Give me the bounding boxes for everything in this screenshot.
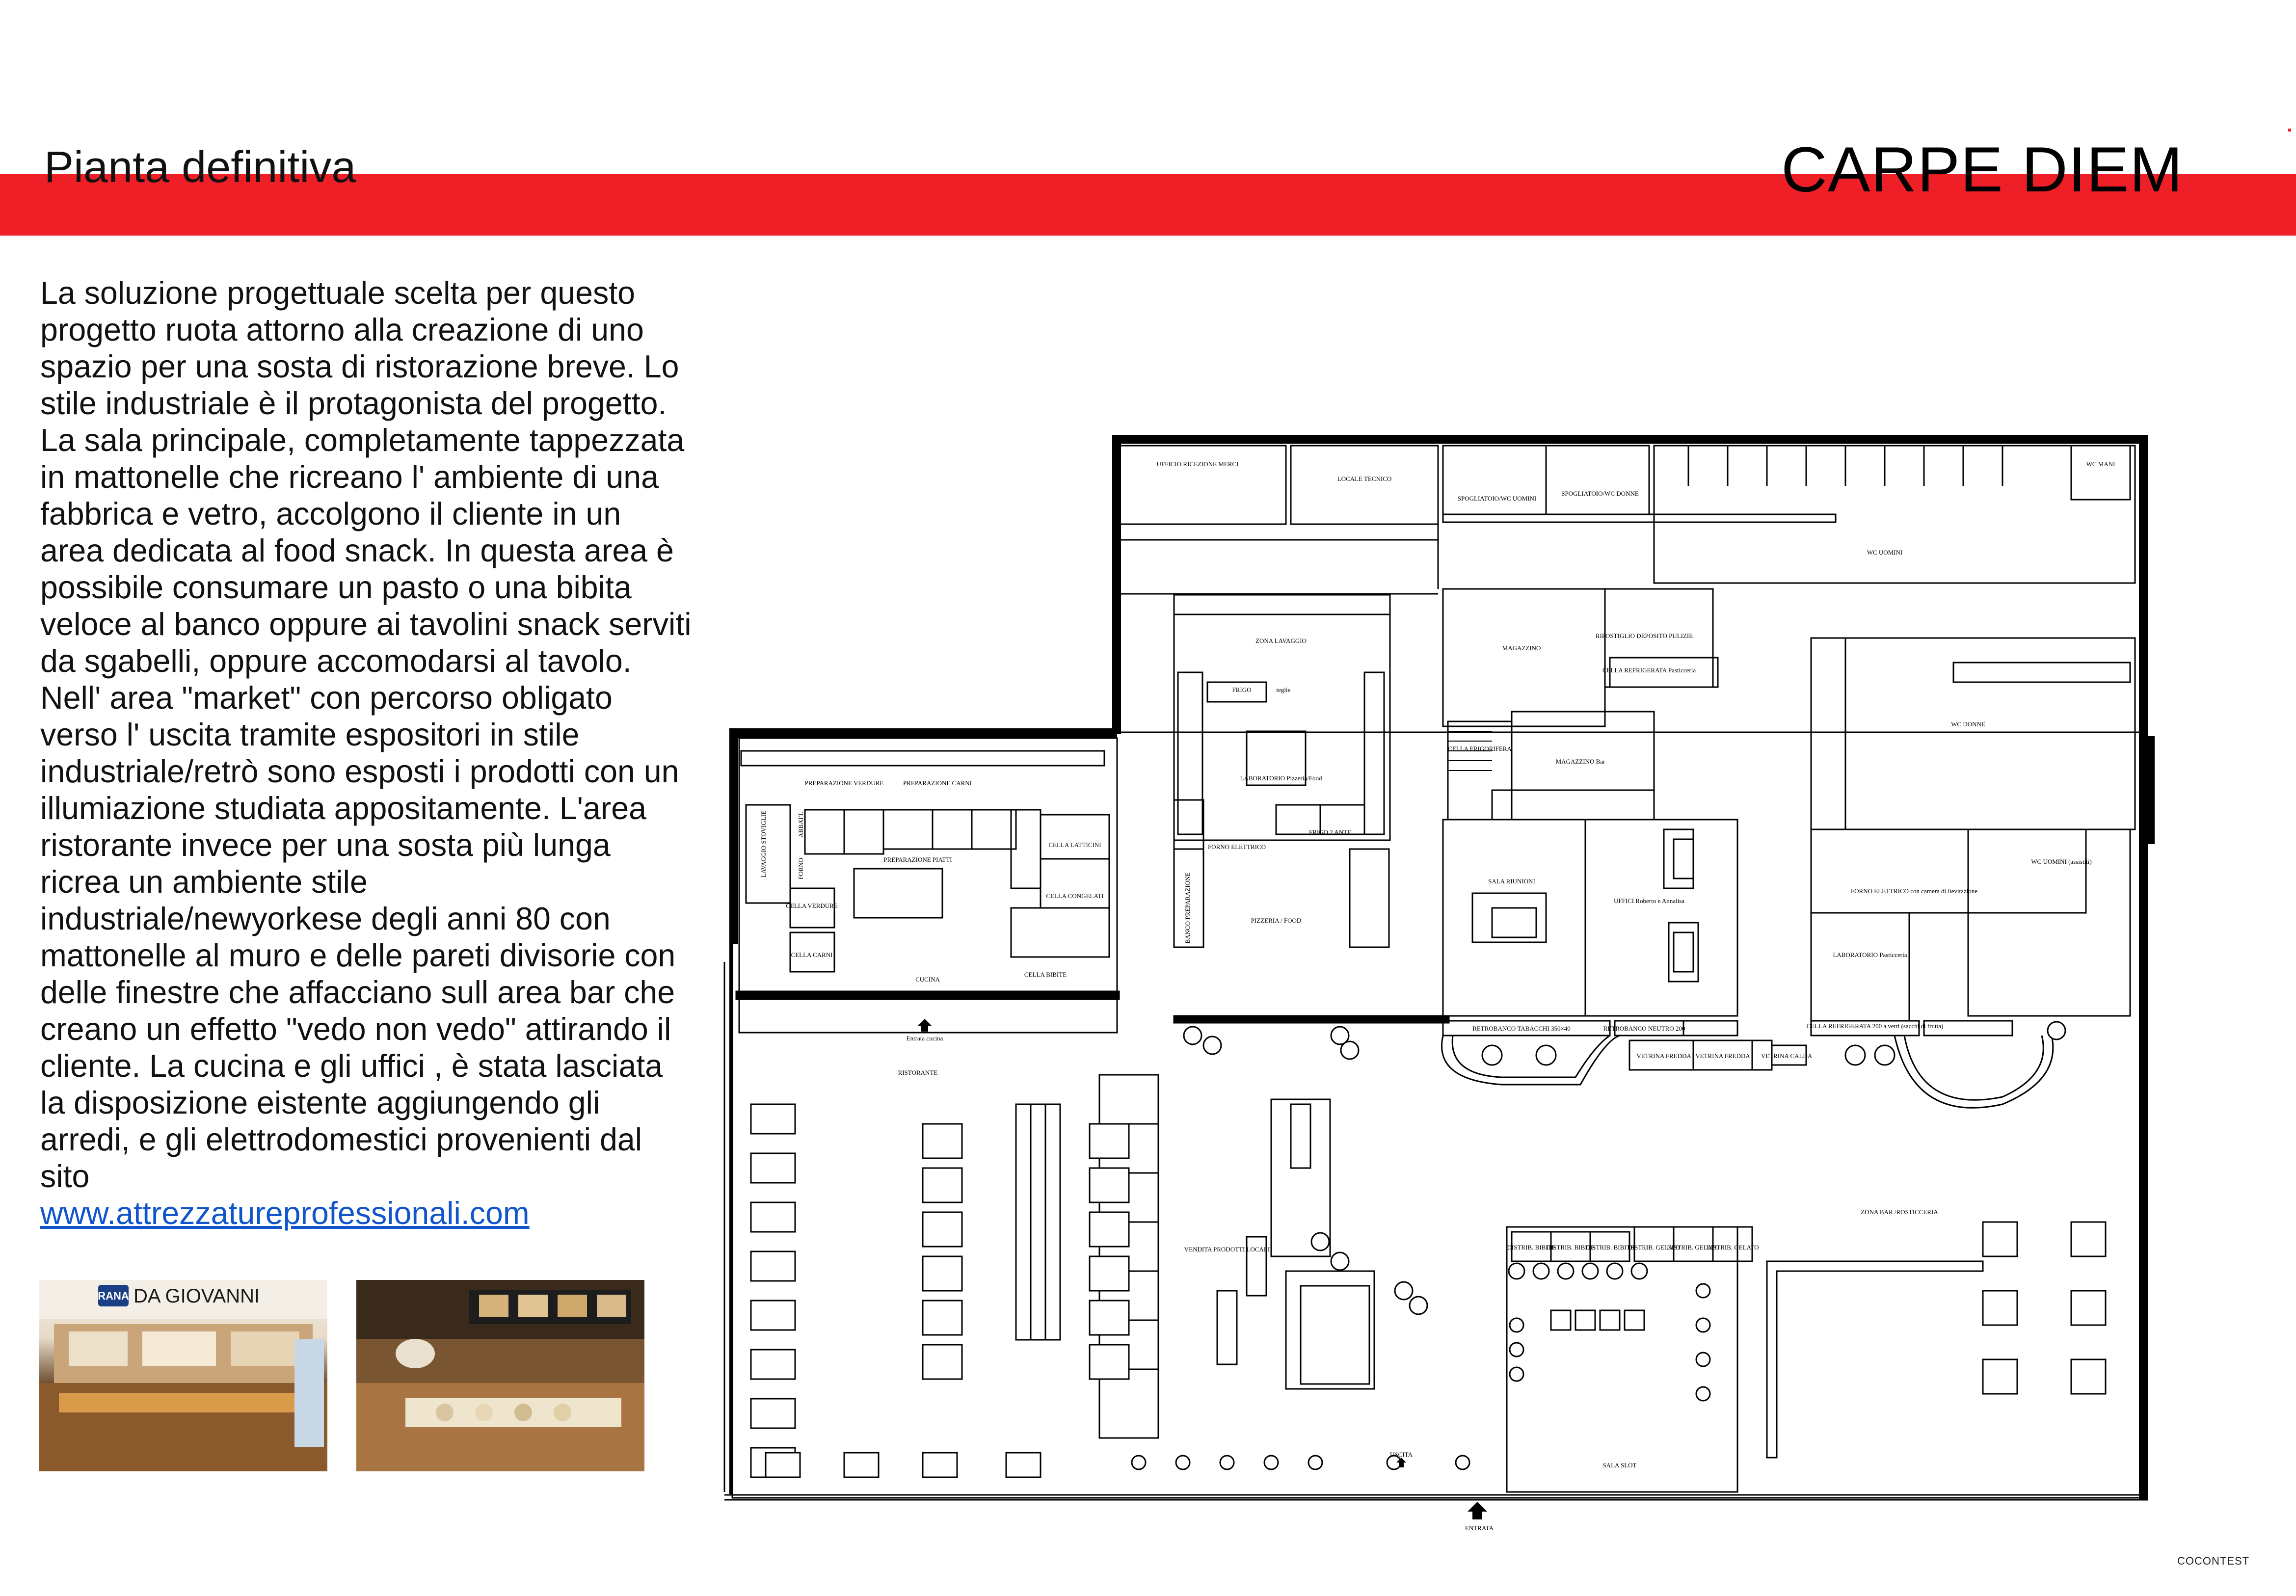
label-entrata: ENTRATA (1465, 1524, 1494, 1532)
label-teglie: teglie (1276, 686, 1291, 693)
label-magazzino-bar: MAGAZZINO Bar (1555, 758, 1605, 765)
description-body: La soluzione progettuale scelta per questo progetto ruota attorno alla creazione di uno spazio per una sosta di ristorazione breve. Lo stile industriale è il protagonista del progetto. La sala principale, completamente tappezzata in mattonelle che ricreano l' ambiente di una fabbrica e vetro, accolgono il cliente in un area dedicata al food snack. In questa area è possibile consumare un pasto o una bibita veloce al banco oppure ai tavolini snack serviti da sgabelli, oppure accomodarsi al tavolo. Nell' area "market" con percorso obligato verso l' uscita tramite espositori in stile industriale/retrò sono esposti i prodotti con un illumiazione studiata appositamente. L'area ristorante invece per una sosta più lunga ricrea un ambiente stile industriale/newyorkese degli anni 80 con mattonelle al muro e delle pareti divisorie con delle finestre che affacciano sull area bar che creano un effetto "vedo non vedo" attirando il cliente. La cucina e gli uffici , è stata lasciata la disposizione eistente aggiungendo gli arredi, e gli elettrodomestici provenienti dal sito (40, 275, 692, 1194)
label-locale-tecnico: LOCALE TECNICO (1337, 475, 1392, 482)
label-cucina: CUCINA (915, 976, 940, 983)
floor-plan (707, 427, 2179, 1556)
description-text (40, 275, 693, 1232)
label-distrib-bibite-3: DISTRIB. BIBITE (1585, 1244, 1634, 1251)
label-distrib-gelato-3: DISTRIB. GELATO (1706, 1244, 1759, 1251)
label-cella-latticini: CELLA LATTICINI (1048, 841, 1101, 849)
label-laboratorio-pizzeria: LABORATORIO Pizzeria/Food (1240, 774, 1322, 782)
label-cella-bibite: CELLA BIBITE (1024, 971, 1067, 978)
label-wc-donne: WC DONNE (1951, 720, 1985, 728)
label-ripostiglio: RIPOSTIGLIO DEPOSITO PULIZIE (1595, 632, 1693, 639)
label-cella-carni: CELLA CARNI (791, 951, 833, 958)
label-distrib-gelato-1: DISTRIB. GELATO (1628, 1244, 1681, 1251)
label-vetrina-calda: VETRINA CALDA (1761, 1052, 1813, 1060)
label-vetrina-fredda-2: VETRINA FREDDA (1695, 1052, 1750, 1060)
label-uffici: UFFICI Roberto e Annalisa (1613, 897, 1685, 904)
label-zona-lavaggio: ZONA LAVAGGIO (1255, 637, 1307, 644)
label-lavaggio-stoviglie: LAVAGGIO STOVIGLIE (760, 810, 767, 878)
label-forno-elettrico-camera: FORNO ELETTRICO con camera di lievitazione (1850, 887, 1978, 895)
label-uscita: USCITA (1390, 1451, 1413, 1458)
label-distrib-bibite-2: DISTRIB. BIBITE (1546, 1244, 1595, 1251)
label-distrib-gelato-2: DISTRIB. GELATO (1667, 1244, 1720, 1251)
photo-sign-brand: RANA (98, 1290, 129, 1302)
label-cella-verdure: CELLA VERDURE (786, 902, 838, 909)
label-entrata-cucina: Entrata cucina (906, 1035, 943, 1042)
footer-watermark: COCONTEST (2177, 1555, 2250, 1567)
label-spogliatoio-uomini: SPOGLIATOIO/WC UOMINI (1457, 495, 1537, 502)
label-frigo-ante: FRIGO 2 ANTE (1309, 828, 1351, 836)
label-magazzino: MAGAZZINO (1502, 644, 1541, 652)
label-banco-preparazione: BANCO PREPARAZIONE (1184, 872, 1191, 944)
label-wc-uomini: WC UOMINI (1867, 549, 1903, 556)
label-retrobanco-tabacchi: RETROBANCO TABACCHI 350×40 (1472, 1025, 1571, 1032)
label-preparazione-piatti: PREPARAZIONE PIATTI (883, 856, 952, 863)
label-prep-verdure: PREPARAZIONE VERDURE (804, 779, 884, 787)
label-cella-frigorifera: CELLA FRIGORIFERA (1448, 745, 1512, 752)
project-title: CARPE DIEM (1781, 133, 2183, 205)
label-laboratorio-pasticceria: LABORATORIO Pasticceria (1833, 951, 1907, 958)
photo-sign-name: DA GIOVANNI (133, 1285, 260, 1307)
label-pizzeria-food: PIZZERIA / FOOD (1251, 917, 1302, 924)
label-forno-elettrico: FORNO ELETTRICO (1207, 843, 1266, 851)
label-ristorante: RISTORANTE (898, 1069, 938, 1076)
label-abbatt: ABBATT. (797, 811, 804, 838)
corner-tick (2288, 129, 2291, 132)
reference-photo-deli (39, 1280, 327, 1471)
label-prep-carni: PREPARAZIONE CARNI (903, 779, 972, 787)
supplier-link[interactable]: www.attrezzatureprofessionali.com (40, 1196, 530, 1231)
label-wc-mani: WC MANI (2086, 460, 2115, 468)
label-cella-congelati: CELLA CONGELATI (1046, 892, 1104, 900)
label-retrobanco-neutro: RETROBANCO NEUTRO 200 (1603, 1025, 1685, 1032)
label-vetrina-fredda-1: VETRINA FREDDA (1636, 1052, 1691, 1060)
label-zona-bar: ZONA BAR /ROSTICCERIA (1861, 1208, 1938, 1216)
label-frigo: FRIGO (1232, 686, 1252, 693)
label-ufficio: UFFICIO RICEZIONE MERCI (1156, 460, 1239, 468)
reference-photo-counter (356, 1280, 644, 1471)
label-cella-refrigerata-200: CELLA REFRIGERATA 200 a vetri (sacchi di frutta) (1806, 1022, 1944, 1030)
label-forno: FORNO (797, 857, 804, 880)
section-title: Pianta definitiva (44, 143, 356, 192)
label-sala-riunioni: SALA RIUNIONI (1488, 878, 1535, 885)
label-spogliatoio-donne: SPOGLIATOIO/WC DONNE (1561, 490, 1639, 497)
label-wc-uomini-assistiti: WC UOMINI (assistiti) (2031, 858, 2092, 865)
label-sala-slot: SALA SLOT (1602, 1462, 1637, 1469)
label-cella-pasticceria: CELLA REFRIGERATA Pasticceria (1602, 666, 1696, 674)
label-distrib-bibite-1: DISTRIB. BIBITE (1507, 1244, 1556, 1251)
label-vendita: VENDITA PRODOTTI LOCALI (1184, 1246, 1270, 1253)
